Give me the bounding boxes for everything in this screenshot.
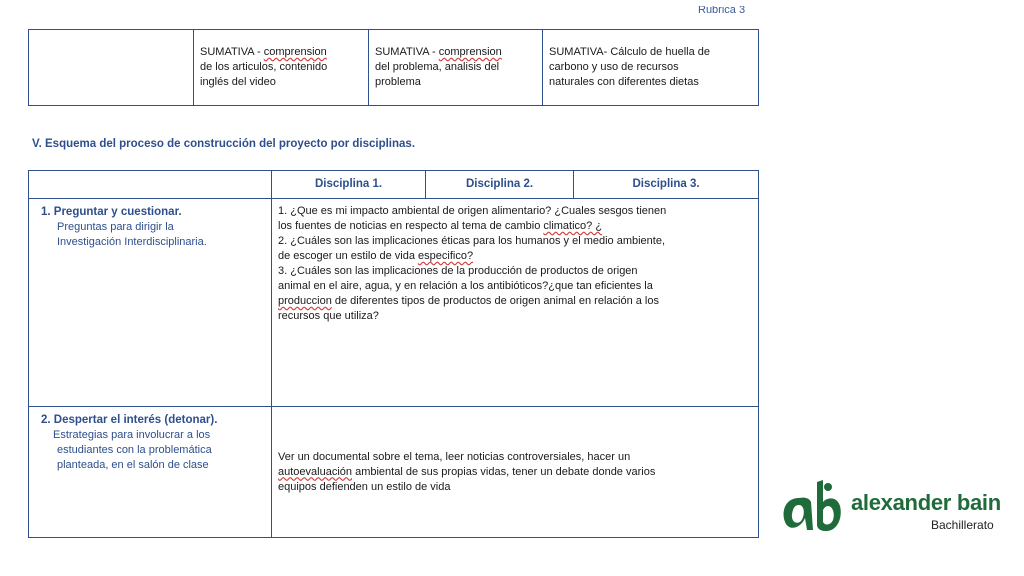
content-line: de escoger un estilo de vida especifico?	[278, 250, 474, 262]
corner-header-text: Rubrica 3	[698, 6, 746, 16]
content-line: autoevaluación ambiental de sus propias vidas, tener un debate donde varios	[278, 465, 656, 478]
row-1-subtitle-line: Investigación Interdisciplinaria.	[57, 236, 207, 248]
eval-cell-2	[369, 30, 543, 106]
content-line: produccion de diferentes tipos de productos de origen animal en relación a los	[278, 295, 659, 307]
content-line: animal en el aire, agua, y en relación a los antibióticos?¿que tan eficientes la	[278, 280, 653, 292]
content-line: los fuentes de noticias en respecto al tema de cambio climatico? ¿	[278, 220, 603, 232]
header-discipline-3: Disciplina 3.	[574, 171, 759, 199]
content-line: 3. ¿Cuáles son las implicaciones de la producción de productos de origen	[278, 265, 638, 277]
eval-cell-2-line: del problema, analisis del	[375, 61, 500, 73]
eval-cell-1-line: inglés del video	[200, 76, 276, 88]
row-2-content-cell	[272, 407, 759, 538]
evaluation-row	[29, 30, 759, 106]
content-line: 1. ¿Que es mi impacto ambiental de origen alimentario? ¿Cuales sesgos tienen	[278, 205, 667, 217]
table-row	[29, 407, 759, 538]
eval-cell-3-line: carbono y uso de recursos	[549, 61, 679, 73]
row-1-label-cell	[29, 199, 272, 407]
eval-empty-cell	[29, 30, 194, 106]
eval-cell-2-line: SUMATIVA - comprension	[375, 46, 502, 58]
discipline-table	[28, 170, 759, 538]
row-2-title: 2. Despertar el interés (detonar).	[41, 414, 218, 426]
row-1-title: 1. Preguntar y cuestionar.	[41, 206, 182, 218]
row-2-label-cell	[29, 407, 272, 538]
eval-cell-1-word: comprension	[263, 46, 327, 58]
eval-cell-1-line: SUMATIVA - comprension	[200, 46, 327, 58]
eval-cell-3	[543, 30, 759, 106]
section-title: V. Esquema del proceso de construcción del proyecto por disciplinas.	[32, 138, 416, 150]
logo-name: alexander bain	[851, 490, 1001, 515]
content-line: Ver un documental sobre el tema, leer noticias controversiales, hacer un	[278, 450, 631, 463]
eval-cell-2-line: problema	[375, 76, 421, 88]
underlined-word: produccion	[278, 295, 332, 307]
row-2-subtitle-line: Estrategias para involucrar a los	[53, 429, 211, 441]
header-discipline-2: Disciplina 2.	[426, 171, 574, 199]
header-empty-cell	[29, 171, 272, 199]
row-1-content-cell	[272, 199, 759, 407]
content-line: recursos que utiliza?	[278, 310, 379, 322]
eval-cell-2-word: comprension	[438, 46, 502, 58]
row-2-subtitle-line: planteada, en el salón de clase	[57, 459, 209, 471]
table-header-row	[29, 171, 759, 199]
school-logo	[779, 478, 1011, 538]
header-discipline-1: Disciplina 1.	[272, 171, 426, 199]
underlined-word: climatico? ¿	[543, 220, 603, 232]
content-line: equipos defienden un estilo de vida	[278, 480, 451, 493]
eval-cell-1-line: de los articulos, contenido	[200, 61, 328, 73]
ab-monogram-icon	[779, 478, 843, 534]
logo-subtitle: Bachillerato	[931, 518, 994, 532]
evaluation-table	[28, 29, 759, 106]
content-line: 2. ¿Cuáles son las implicaciones éticas para los humanos y el medio ambiente,	[278, 235, 666, 247]
underlined-word: autoevaluación	[278, 465, 353, 478]
eval-cell-3-line: naturales con diferentes dietas	[549, 76, 699, 88]
eval-cell-3-line: SUMATIVA- Cálculo de huella de	[549, 46, 710, 58]
eval-cell-1	[194, 30, 369, 106]
row-2-subtitle-line: estudiantes con la problemática	[57, 444, 212, 456]
row-1-subtitle-line: Preguntas para dirigir la	[57, 221, 174, 233]
underlined-word: especifico?	[418, 250, 474, 262]
table-row	[29, 199, 759, 407]
